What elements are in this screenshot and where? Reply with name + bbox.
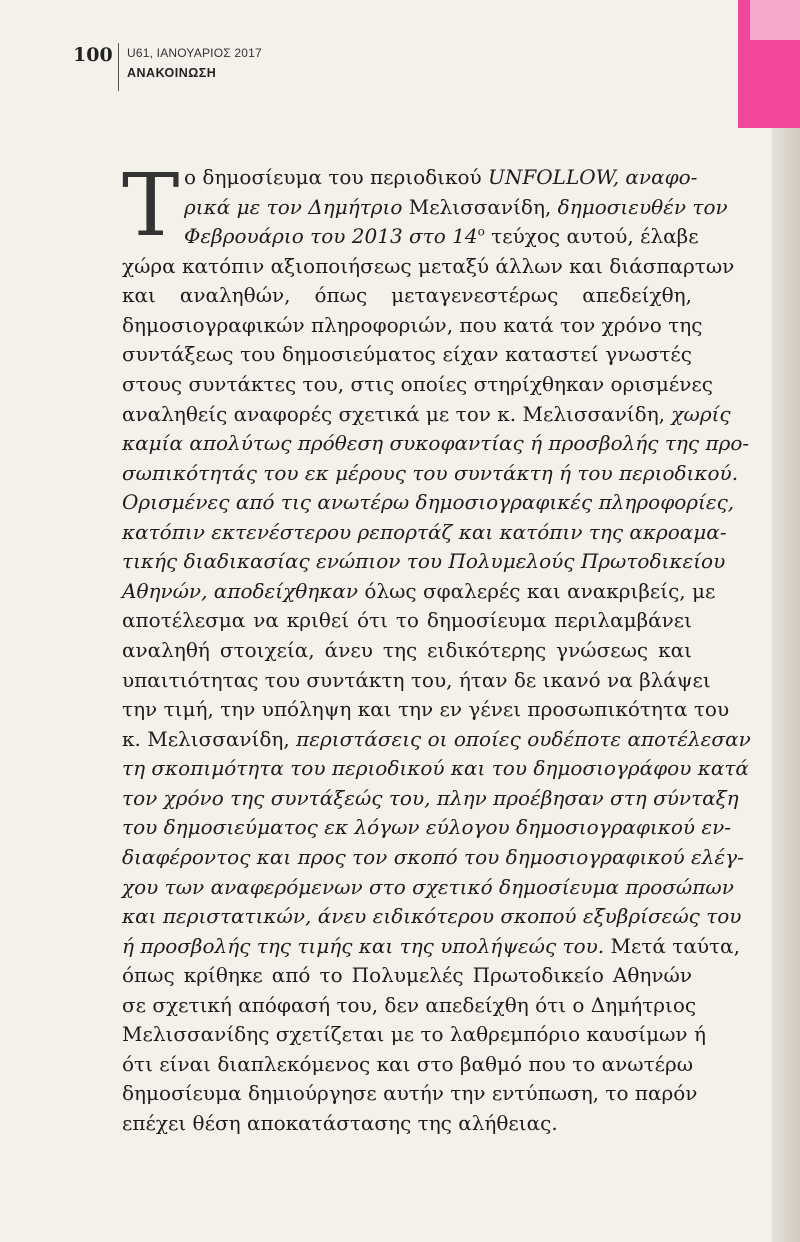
- body-text: υπαιτιότητας του συντάκτη του, ήταν δε ικανό να βλάψει: [122, 667, 711, 692]
- italic-text: UNFOLLOW, αναφο-: [488, 165, 698, 189]
- body-text: Μελισσανίδη,: [408, 194, 558, 219]
- italic-text: χωρίς: [671, 401, 731, 426]
- italic-text: ή προσβολής της τιμής και της υπολήψεώς του.: [122, 933, 611, 958]
- body-text: αναληθή στοιχεία, άνευ της ειδικότερης γνώσεως και: [122, 638, 692, 662]
- article-line: [122, 518, 727, 548]
- article-line: [122, 1109, 692, 1139]
- article-line: [122, 606, 692, 636]
- article-line: [122, 1050, 692, 1080]
- body-text: επέχει θέση αποκατάστασης της αλήθειας.: [122, 1111, 558, 1135]
- article-line: [122, 666, 711, 696]
- article-line: [122, 370, 713, 400]
- header-divider: [118, 43, 119, 91]
- article-line: [122, 1020, 706, 1050]
- body-text: όλως σφαλερές και ανακριβείς, με: [364, 578, 716, 603]
- article-line: [122, 902, 742, 932]
- italic-text: δημοσιευθέν τον: [557, 194, 728, 219]
- page-gutter: [772, 0, 800, 1242]
- body-text: την τιμή, την υπόληψη και την εν γένει προσωπικότητα του: [122, 697, 730, 722]
- italic-text: Ορισμένες από τις ανωτέρω δημοσιογραφικές πληροφορίες,: [122, 490, 735, 515]
- article-line: [122, 340, 692, 370]
- article-line: [122, 429, 750, 459]
- italic-text: κατόπιν εκτενέστερου ρεπορτάζ και κατόπιν της ακροαμα-: [122, 519, 727, 544]
- article-line: [122, 932, 740, 962]
- body-text: Μετά ταύτα,: [610, 933, 740, 958]
- issue-label: U61, ΙΑΝΟΥΑΡΙΟΣ 2017: [127, 46, 262, 60]
- page-number: 100: [73, 44, 113, 66]
- italic-text: καμία απολύτως πρόθεση συκοφαντίας ή προσβολής της προ-: [122, 431, 750, 456]
- italic-text: περιστάσεις οι οποίες ουδέποτε αποτέλεσαν: [296, 726, 751, 751]
- article-line: [122, 784, 739, 814]
- article-line: [122, 991, 697, 1021]
- body-text: κ. Μελισσανίδη,: [122, 726, 297, 751]
- body-text: τεύχος αυτού, έλαβε: [484, 224, 699, 249]
- article-line: [122, 873, 734, 903]
- article-line: [122, 813, 732, 843]
- body-text: Μελισσανίδης σχετίζεται με το λαθρεμπόριο καυσίμων ή: [122, 1022, 706, 1047]
- body-text: σε σχετική απόφασή του, δεν απεδείχθη ότι ο Δημήτριος: [122, 992, 697, 1017]
- article-line: [122, 1079, 698, 1109]
- article-line: [122, 725, 751, 755]
- body-text: και αναληθών, όπως μεταγενεστέρως απεδείχθη,: [122, 283, 692, 308]
- article-line: [122, 636, 692, 666]
- body-text: δημοσίευμα δημιούργησε αυτήν την εντύπωση, το παρόν: [122, 1081, 698, 1106]
- article-line: [122, 488, 735, 518]
- drop-cap: T: [122, 156, 180, 256]
- body-text: αναληθείς αναφορές σχετικά με τον κ. Μελισσανίδη,: [122, 401, 672, 426]
- pink-tab-highlight: [750, 0, 800, 40]
- italic-text: τον χρόνο της συντάξεώς του, πλην προέβησαν στη σύνταξη: [122, 785, 739, 810]
- italic-text: Αθηνών, αποδείχθηκαν: [122, 578, 365, 603]
- section-title: ΑΝΑΚΟΙΝΩΣΗ: [127, 66, 217, 80]
- article-line: [122, 843, 744, 873]
- body-text: χώρα κατόπιν αξιοποιήσεως μεταξύ άλλων και διάσπαρτων: [122, 253, 735, 278]
- article-line: [122, 754, 749, 784]
- article-line: [122, 252, 735, 282]
- italic-text: του δημοσιεύματος εκ λόγων εύλογου δημοσιογραφικού εν-: [122, 815, 732, 840]
- article-line: [122, 577, 716, 607]
- article-body: [122, 156, 751, 1139]
- body-text: ότι είναι διαπλεκόμενος και στο βαθμό που το ανωτέρω: [122, 1051, 694, 1076]
- body-text: δημοσιογραφικών πληροφοριών, που κατά τον χρόνο της: [122, 312, 703, 337]
- italic-text: τη σκοπιμότητα του περιοδικού και του δημοσιογράφου κατά: [122, 756, 749, 781]
- article-line: [122, 222, 699, 252]
- italic-text: διαφέροντος και προς τον σκοπό του δημοσιογραφικού ελέγ-: [122, 844, 744, 869]
- italic-text: Φεβρουάριο του 2013 στο 14: [184, 224, 478, 249]
- italic-text: και περιστατικών, άνευ ειδικότερου σκοπού εξυβρίσεώς του: [122, 904, 742, 929]
- body-text: αποτέλεσμα να κριθεί ότι το δημοσίευμα περιλαμβάνει: [122, 608, 692, 633]
- body-text: ο δημοσίευμα του περιοδικού: [184, 165, 489, 189]
- body-text: όπως κρίθηκε από το Πολυμελές Πρωτοδικείο Αθηνών: [122, 963, 692, 988]
- article-line: [122, 400, 731, 430]
- body-text: ο: [477, 224, 485, 239]
- article-line: [122, 547, 726, 577]
- italic-text: σωπικότητάς του εκ μέρους του συντάκτη ή του περιοδικού.: [122, 460, 739, 485]
- italic-text: χου των αναφερόμενων στο σχετικό δημοσίευμα προσώπων: [122, 874, 734, 899]
- article-line: [122, 961, 692, 991]
- article-line: [122, 459, 739, 489]
- article-line: [122, 311, 703, 341]
- article-line: [122, 695, 730, 725]
- italic-text: ρικά με τον Δημήτριο: [184, 194, 409, 219]
- italic-text: τικής διαδικασίας ενώπιον του Πολυμελούς Πρωτοδικείου: [122, 549, 726, 574]
- article-line: [122, 193, 728, 223]
- article-line: [122, 163, 698, 193]
- body-text: στους συντάκτες του, στις οποίες στηρίχθηκαν ορισμένες: [122, 371, 713, 396]
- body-text: συντάξεως του δημοσιεύματος είχαν καταστεί γνωστές: [122, 342, 692, 367]
- article-line: [122, 281, 692, 311]
